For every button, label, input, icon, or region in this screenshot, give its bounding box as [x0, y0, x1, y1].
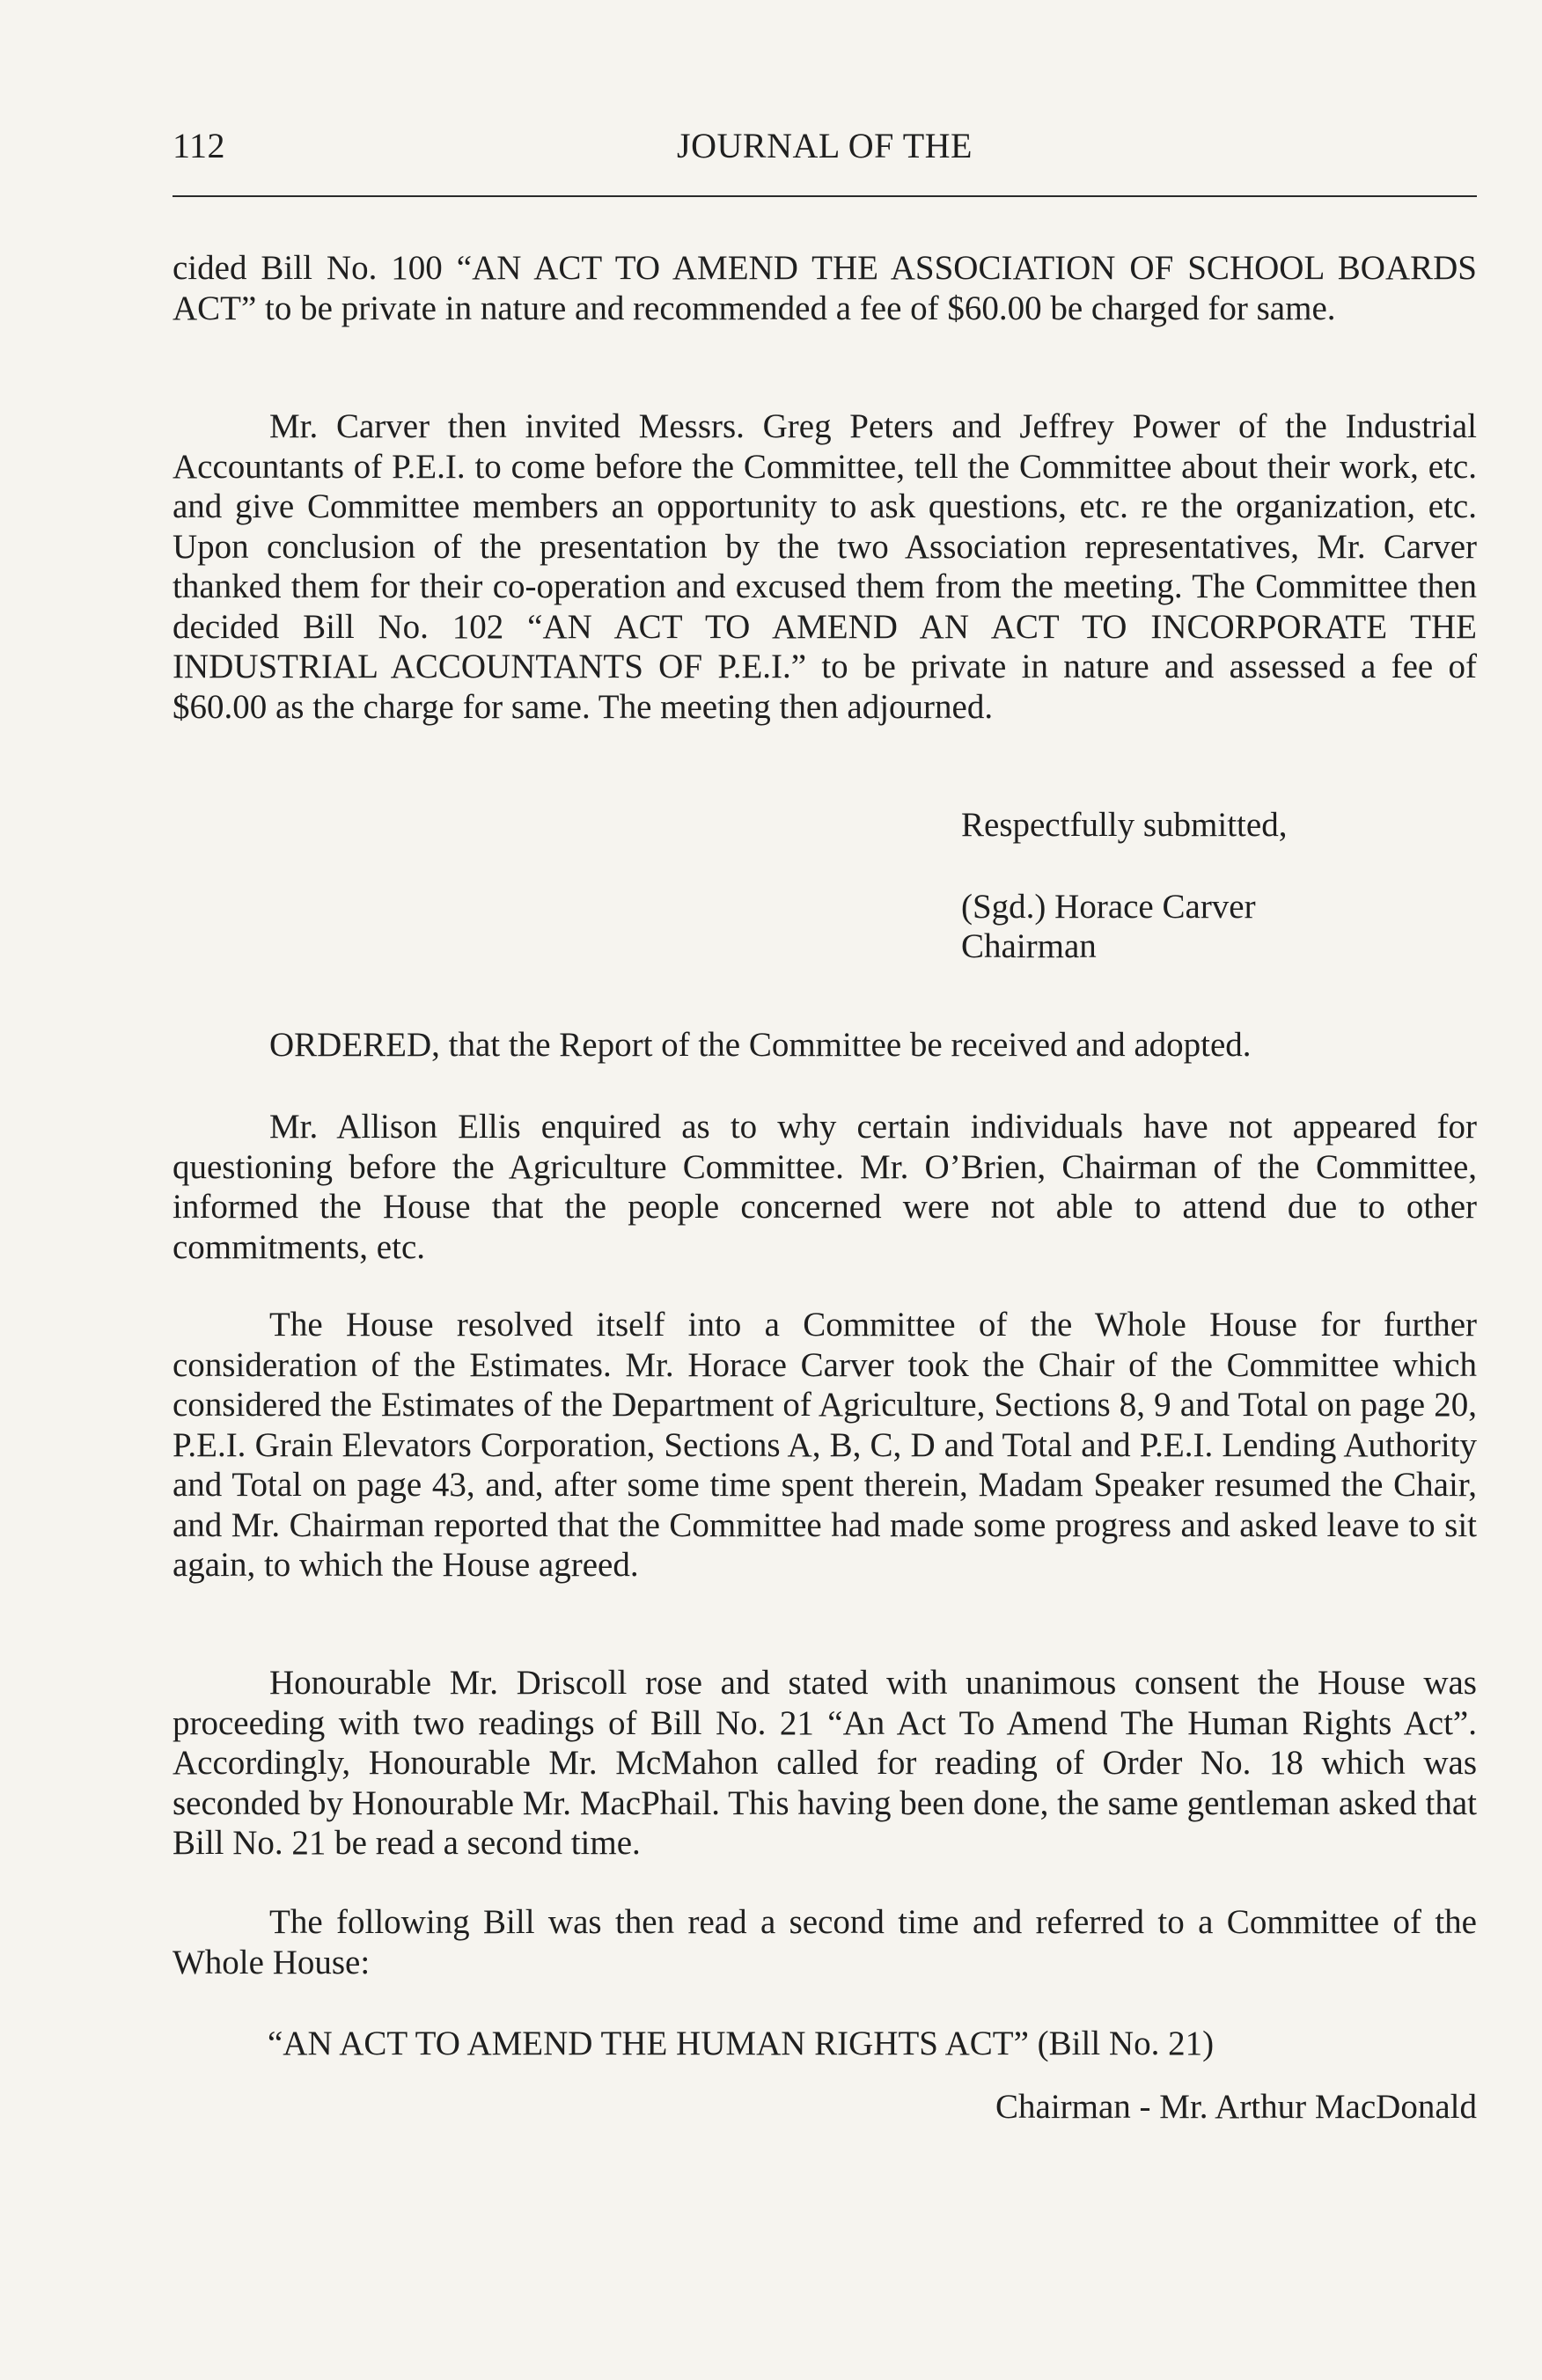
paragraph-ordered: ORDERED, that the Report of the Committee be received and adopted.: [269, 1026, 1252, 1064]
bill-chairman: Chairman - Mr. Arthur MacDonald: [995, 2088, 1477, 2126]
paragraph-driscoll: Honourable Mr. Driscoll rose and stated with unanimous consent the House was proceeding with two readings of Bill No. 21 “An Act To Amend The Human Rights Act”. Accordingly, Honourable Mr. McMahon called for reading of Order No. 18 which was seconded by Honourable Mr. MacPhail. This having been done, the same gentleman asked that Bill No. 21 be read a second time.: [173, 1664, 1477, 1862]
paragraph-committee-whole: The House resolved itself into a Committee of the Whole House for further consideration of the Estimates. Mr. Horace Carver took the Chair of the Committee which considered the Estimates of the Department of Agriculture, Sections 8, 9 and Total on page 20, P.E.I. Grain Elevators Corporation, Sections A, B, C, D and Total and P.E.I. Lending Authority and Total on page 43, and, after some time spent therein, Madam Speaker resumed the Chair, and Mr. Chairman reported that the Committee had made some progress and asked leave to sit again, to which the House agreed.: [173, 1306, 1477, 1584]
signature-role: Chairman: [961, 927, 1097, 965]
header-rule: [173, 195, 1477, 197]
paragraph-ellis-enquiry: Mr. Allison Ellis enquired as to why certain individuals have not appeared for questioning before the Agriculture Committee. Mr. O’Brien, Chairman of the Committee, informed the House that the people concerned were not able to attend due to other commitments, etc.: [173, 1108, 1477, 1266]
paragraph-second-reading: The following Bill was then read a second time and referred to a Committee of the Whole House:: [173, 1903, 1477, 1981]
signature-line: (Sgd.) Horace Carver: [961, 888, 1256, 926]
page-number: 112: [173, 126, 226, 165]
page-header: [173, 125, 1477, 178]
closing-line: Respectfully submitted,: [961, 806, 1288, 844]
running-head: JOURNAL OF THE: [677, 126, 973, 165]
paragraph-bill-100: cided Bill No. 100 “AN ACT TO AMEND THE ASSOCIATION OF SCHOOL BOARDS ACT” to be private in nature and recommended a fee of $60.00 be charged for same.: [173, 249, 1477, 327]
bill-title: “AN ACT TO AMEND THE HUMAN RIGHTS ACT” (Bill No. 21): [268, 2025, 1215, 2062]
paragraph-carver-invitation: Mr. Carver then invited Messrs. Greg Peters and Jeffrey Power of the Industrial Accountants of P.E.I. to come before the Committee, tell the Committee about their work, etc. and give Committee members an opportunity to ask questions, etc. re the organization, etc. Upon conclusion of the presentation by the two Association representatives, Mr. Carver thanked them for their co-operation and excused them from the meeting. The Committee then decided Bill No. 102 “AN ACT TO AMEND AN ACT TO INCORPORATE THE INDUSTRIAL ACCOUNTANTS OF P.E.I.” to be private in nature and assessed a fee of $60.00 as the charge for same. The meeting then adjourned.: [173, 407, 1477, 726]
